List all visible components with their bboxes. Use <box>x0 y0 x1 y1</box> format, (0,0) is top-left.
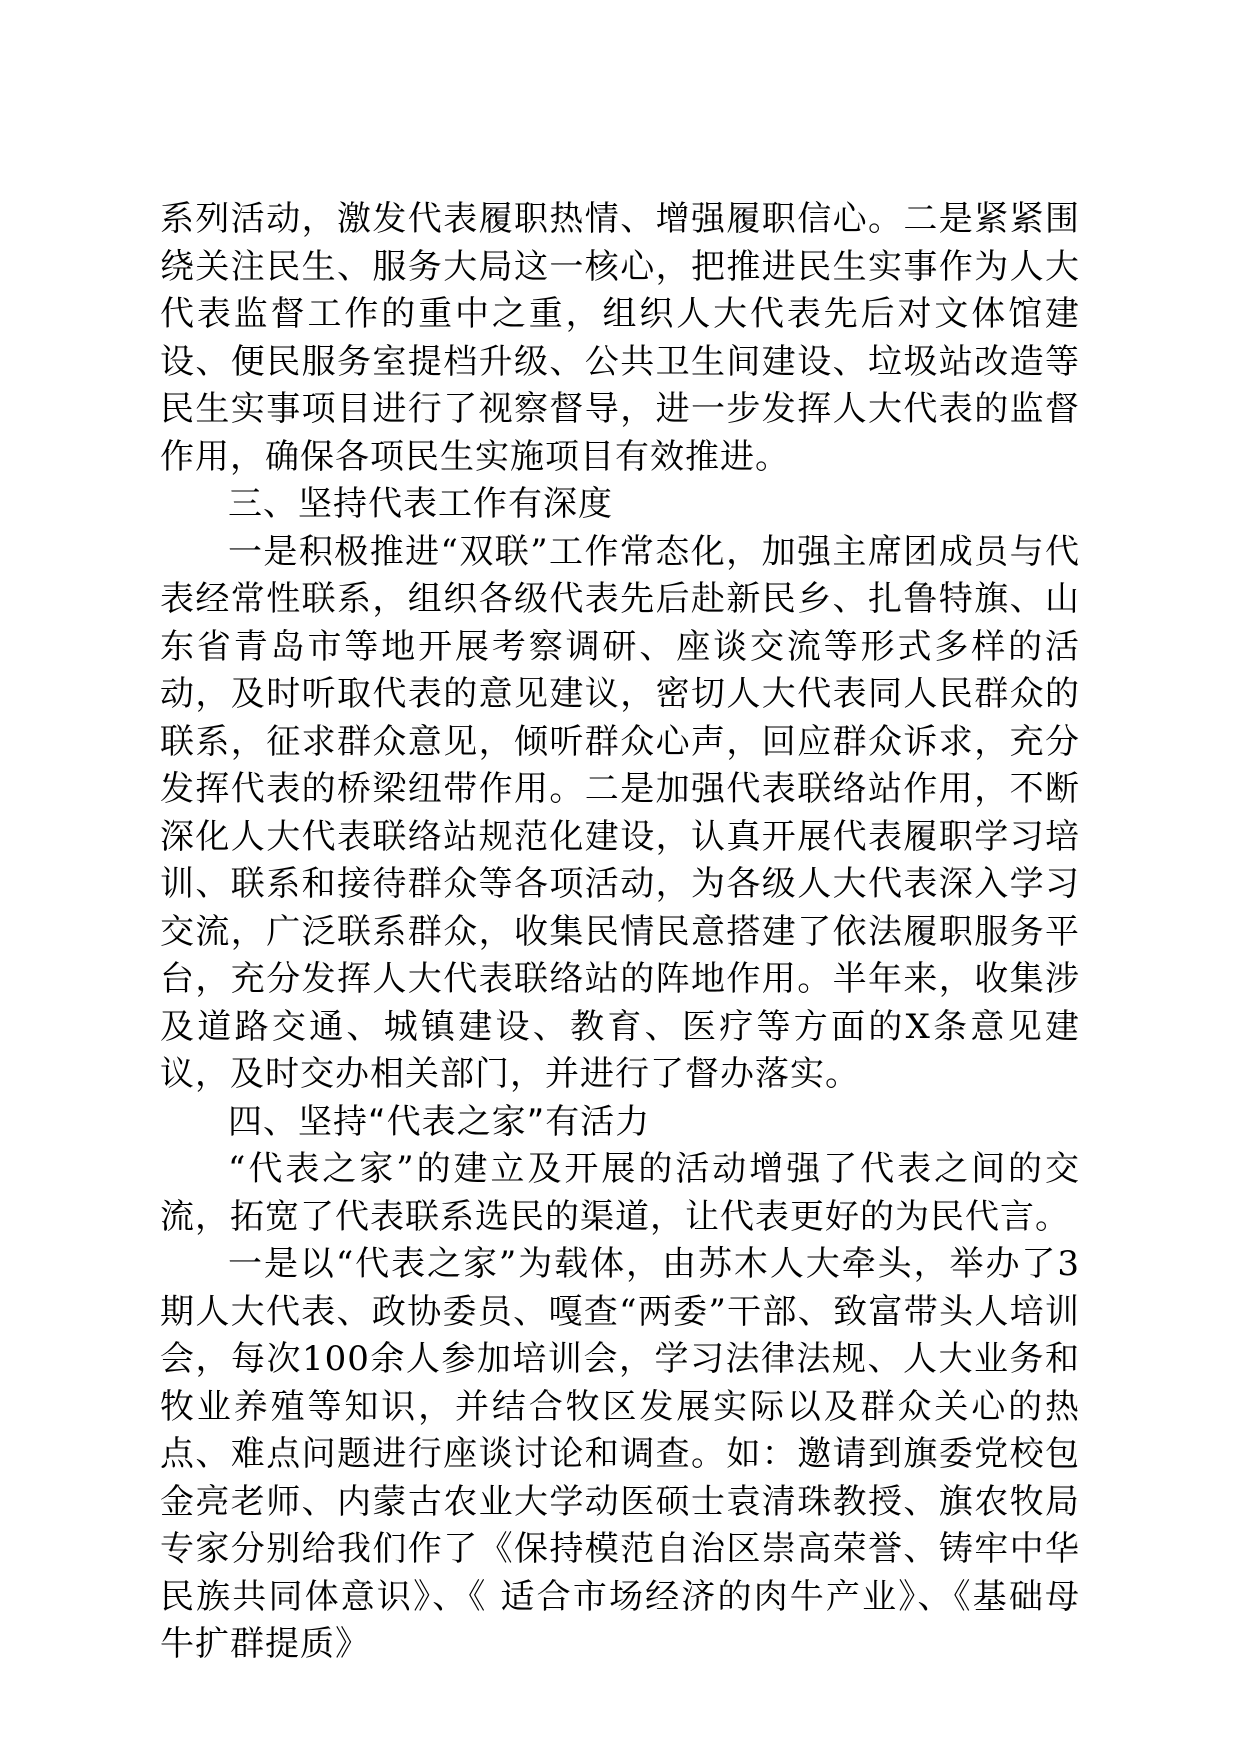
paragraph-section-4-body: 一是以“代表之家”为载体，由苏木人大牵头，举办了3期人大代表、政协委员、嘎查“两委”干部、致富带头人培训会，每次100余人参加培训会，学习法律法规、人大业务和牧业养殖等知识，并结合牧区发展实际以及群众关心的热点、难点问题进行座谈讨论和调查。如：邀请到旗委党校包金亮老师、内蒙古农业大学动医硕士袁清珠教授、旗农牧局专家分别给我们作了《保持模范自治区崇高荣誉、铸牢中华民族共同体意识》、《 适合市场经济的肉牛产业》、《基础母牛扩群提质》 <box>160 1244 1080 1664</box>
paragraph-section-4-intro: “代表之家”的建立及开展的活动增强了代表之间的交流，拓宽了代表联系选民的渠道，让代表更好的为民代言。 <box>160 1149 1080 1237</box>
section-heading-3: 三、坚持代表工作有深度 <box>228 484 613 524</box>
section-heading-4: 四、坚持“代表之家”有活力 <box>228 1101 651 1142</box>
paragraph-section-3: 一是积极推进“双联”工作常态化，加强主席团成员与代表经常性联系，组织各级代表先后赴新民乡、扎鲁特旗、山东省青岛市等地开展考察调研、座谈交流等形式多样的活动，及时听取代表的意见建议，密切人大代表同人民群众的联系，征求群众意见，倾听群众心声，回应群众诉求，充分发挥代表的桥梁纽带作用。二是加强代表联络站作用，不断深化人大代表联络站规范化建设，认真开展代表履职学习培训、联系和接待群众等各项活动，为各级人大代表深入学习交流，广泛联系群众，收集民情民意搭建了依法履职服务平台，充分发挥人大代表联络站的阵地作用。半年来，收集涉及道路交通、城镇建设、教育、医疗等方面的X条意见建议，及时交办相关部门，并进行了督办落实。 <box>160 531 1080 1094</box>
document-page <box>160 196 1080 1669</box>
paragraph-continued: 系列活动，激发代表履职热情、增强履职信心。二是紧紧围绕关注民生、服务大局这一核心，把推进民生实事作为人大代表监督工作的重中之重，组织人大代表先后对文体馆建设、便民服务室提档升级、公共卫生间建设、垃圾站改造等民生实事项目进行了视察督导，进一步发挥人大代表的监督作用，确保各项民生实施项目有效推进。 <box>160 199 1080 477</box>
